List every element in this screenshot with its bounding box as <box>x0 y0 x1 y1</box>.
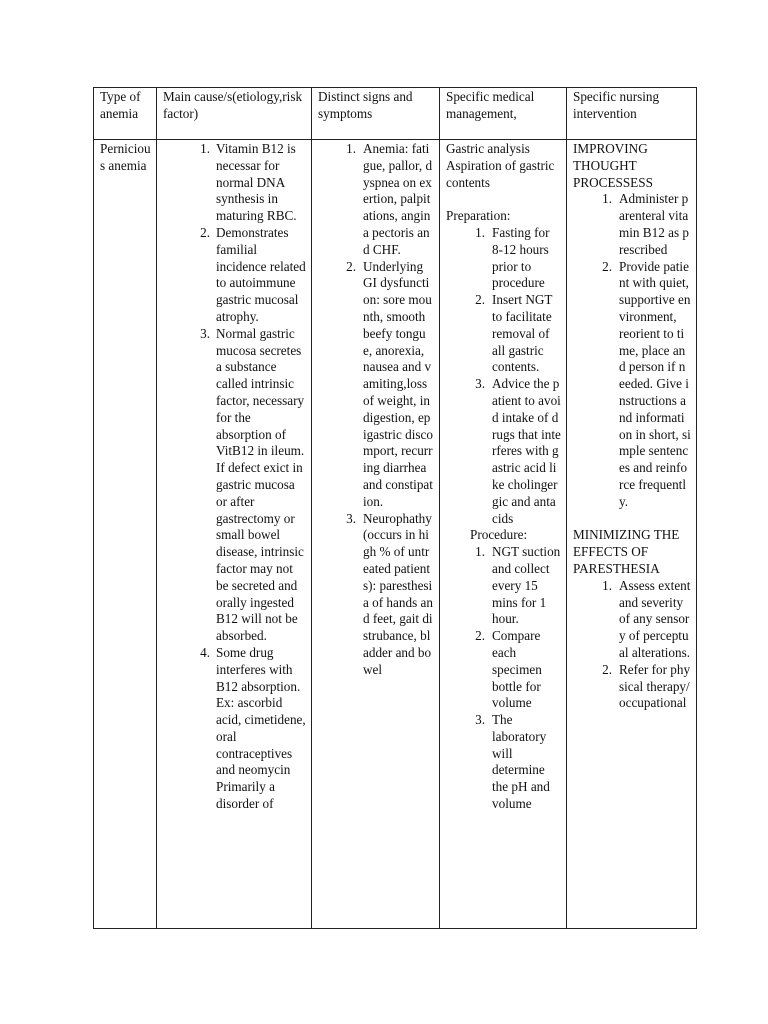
causes-list <box>163 141 306 813</box>
signs-cell <box>312 140 440 929</box>
list-item: 3. The laboratory will determine the pH and volume <box>475 712 550 812</box>
nursing-heading-2: MINIMIZING THE EFFECTS OF PARESTHESIA <box>573 527 680 576</box>
list-item: 2. Demonstrates familial incidence related to autoimmune gastric mucosal atrophy. <box>200 224 306 324</box>
list-item: 1. Fasting for 8-12 hours prior to procedure <box>475 224 550 291</box>
list-item: 1. Assess extent and severity of any sensory of perceptual alterations. <box>602 577 691 660</box>
list-item: 1. Administer parenteral vitamin B12 as prescribed <box>602 191 689 257</box>
preparation-list <box>446 225 561 527</box>
list-item: 1. NGT suction and collect every 15 mins for 1 hour. <box>475 544 561 627</box>
nursing-list-1 <box>573 191 691 510</box>
medical-intro-1: Gastric analysis <box>446 141 530 156</box>
nursing-cell <box>567 140 697 929</box>
header-nursing: Specific nursing intervention <box>567 88 697 140</box>
header-medical: Specific medical management, <box>440 88 567 140</box>
medical-cell <box>440 140 567 929</box>
nursing-heading-1: IMPROVING THOUGHT PROCESSESS <box>573 141 653 190</box>
type-cell <box>94 140 157 929</box>
table-row <box>94 140 697 929</box>
medical-intro-2: Aspiration of gastric contents <box>446 157 555 190</box>
preparation-label: Preparation: <box>446 208 511 224</box>
signs-list <box>318 141 434 679</box>
anemia-care-table <box>93 87 697 929</box>
causes-cell <box>157 140 312 929</box>
list-item: 4. Some drug interferes with B12 absorption. Ex: ascorbid acid, cimetidene, oral contraceptives and neomycin Primarily a disorder of <box>200 644 306 812</box>
list-item: 3. Advice the patient to avoid intake of drugs that interferes with gastric acid like cholingergic and antacids <box>475 376 561 526</box>
header-signs: Distinct signs and symptoms <box>312 88 440 140</box>
procedure-list <box>446 544 561 813</box>
list-item: 2. Underlying GI dysfunction: sore mounth, smooth beefy tongue, anorexia, nausea and vamiting,loss of weight, indigestion, epigastric discomport, recurring diarrhea and constipation. <box>346 258 433 509</box>
nursing-list-2 <box>573 578 691 712</box>
anemia-type: Pernicious anemia <box>100 141 151 173</box>
header-type: Type of anemia <box>94 88 157 140</box>
list-item: 2. Refer for physical therapy/occupational <box>602 661 691 711</box>
list-item: 2. Insert NGT to facilitate removal of all gastric contents. <box>475 292 553 375</box>
list-item: 1. Anemia: fatigue, pallor, dyspnea on exertion, palpitations, angina pectoris and CHF. <box>346 141 433 257</box>
list-item: 3. Neurophathy (occurs in high % of untreated patients): paresthesia of hands and feet, gait distrubance, bladder and bowel <box>346 510 433 677</box>
header-cause: Main cause/s(etiology,risk factor) <box>157 88 312 140</box>
list-item: 3. Normal gastric mucosa secretes a substance called intrinsic factor, necessary for the absorption of VitB12 in ileum. If defect exict in gastric mucosa or after gastrectomy or small bowel disease, intrinsic factor may not be secreted and orally ingested B12 will not be absorbed. <box>200 325 305 644</box>
list-item: 1. Vitamin B12 is necessar for normal DNA synthesis in maturing RBC. <box>200 141 297 224</box>
header-row <box>94 88 697 140</box>
procedure-label: Procedure: <box>470 527 528 543</box>
list-item: 2. Compare each specimen bottle for volume <box>475 628 542 711</box>
list-item: 2. Provide patient with quiet, supportive environment, reorient to time, place and person if needed. Give instructions and information in short, simple sentences and reinforce frequently. <box>602 258 691 509</box>
